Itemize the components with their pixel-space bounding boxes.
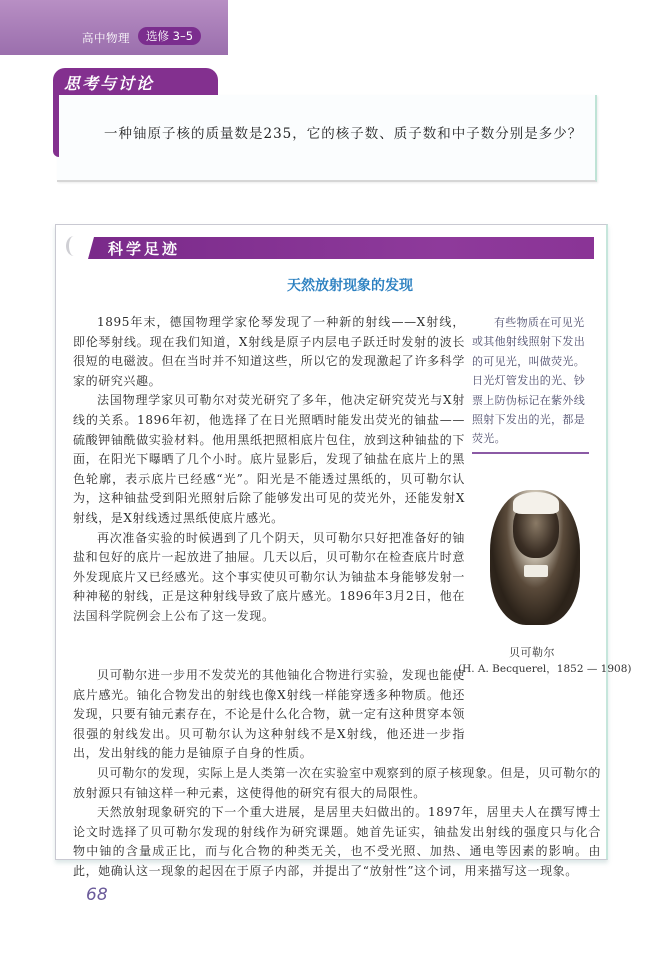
portrait-collar: [524, 565, 548, 577]
discussion-side-bar: [53, 95, 59, 157]
portrait-hair: [513, 492, 559, 514]
paragraph: 法国物理学家贝可勒尔对荧光研究了多年，他决定研究荧光与X射线的关系。1896年初，他选择了在日光照晒时能发出荧光的铀盐——硫酸钾铀酰做实验材料。他用黑纸把照相底片包住，放到这种铀盐的下面，在阳光下曝晒了几个小时。底片显影后，发现了铀盐在底片上的黑色轮廓，表示底片已经感“光”。阳光是不能透过黑纸的，贝可勒尔认为，这种铀盐受到阳光照射后除了能够发出可见的荧光外，还能发射X射线，是X射线透过黑纸使底片感光。: [73, 393, 465, 525]
paragraph: 1895年末，德国物理学家伦琴发现了一种新的射线——X射线，即伦琴射线。现在我们知道，X射线是原子内层电子跃迁时发射的波长很短的电磁波。但在当时并不知道这些，所以它的发现激起了许多科学家的研究兴趣。: [73, 315, 465, 388]
crescent-icon: [66, 236, 82, 256]
header-subject: 高中物理: [82, 31, 130, 45]
article-title: 天然放射现象的发现: [287, 278, 413, 294]
header-volume-badge: 选修 3–5: [138, 27, 201, 45]
discussion-question: 一种铀原子核的质量数是235，它的核子数、质子数和中子数分别是多少？: [104, 126, 583, 142]
discussion-title: 思考与讨论: [64, 74, 155, 93]
sidenote-divider: [472, 452, 589, 454]
paragraph: 再次准备实验的时候遇到了几个阴天，贝可勒尔只好把准备好的铀盐和包好的底片一起放进了抽屉。几天以后，贝可勒尔在检查底片时意外发现底片又已经感光。这个事实使贝可勒尔认为铀盐本身能够发射一种神秘的射线，正是这种射线导致了底片感光。1896年3月2日，他在法国科学院例会上公布了这一发现。: [73, 530, 465, 623]
paragraph: 天然放射现象研究的下一个重大进展，是居里夫妇做出的。1897年，居里夫人在撰写博士论文时选择了贝可勒尔发现的射线作为研究课题。她首先证实，铀盐发出射线的强度只与化合物中铀的含量成正比，而与化合物的种类无关，也不受光照、加热、通电等因素的影响。由此，她确认这一现象的起因在于原子内部，并提出了“放射性”这个词，用来描写这一现象。: [73, 805, 601, 878]
article-body-narrow: [73, 313, 465, 627]
article-body-wide: [73, 666, 601, 882]
portrait-caption-chinese: 贝可勒尔: [509, 646, 555, 659]
paragraph: 贝可勒尔的发现，实际上是人类第一次在实验室中观察到的原子核现象。但是，贝可勒尔的放射源只有铀这样一种元素，这使得他的研究有很大的局限性。: [73, 765, 602, 800]
page-number: 68: [86, 885, 108, 905]
portrait-caption-english: (H. A. Becquerel，1852 — 1908): [458, 663, 632, 675]
science-footprints-title: 科学足迹: [108, 240, 181, 258]
fluorescence-sidenote: 有些物质在可见光或其他射线照射下发出的可见光，叫做荧光。日光灯管发出的光、钞票上防伪标记在紫外线照射下发出的光，都是荧光。: [472, 316, 585, 446]
paragraph: 贝可勒尔进一步用不发荧光的其他铀化合物进行实验，发现也能使底片感光。铀化合物发出的射线也像X射线一样能穿透多种物质。他还发现，只要有铀元素存在，不论是什么化合物，就一定有这种贯穿本领很强的射线发出。贝可勒尔认为这种射线不是X射线，他还进一步指出，发出射线的能力是铀原子自身的性质。: [73, 668, 465, 761]
